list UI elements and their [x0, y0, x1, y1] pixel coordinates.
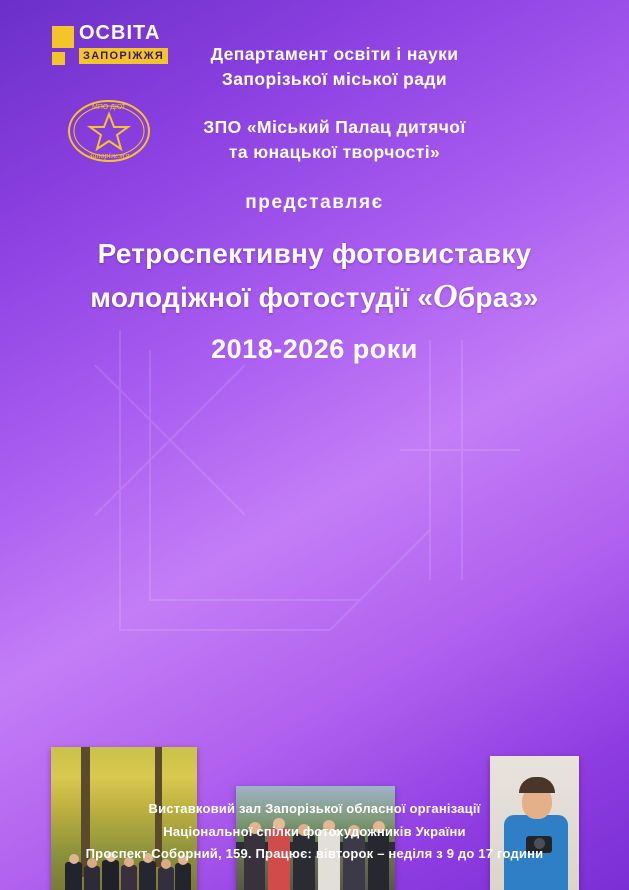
organization-line-1: ЗПО «Міський Палац дитячої	[203, 116, 466, 137]
photo1-person	[121, 865, 137, 890]
venue-line-2: Національної спілки фотохудожників України	[163, 823, 466, 839]
venue-line-1: Виставковий зал Запорізької обласної організації	[148, 800, 481, 816]
department-line-1: Департамент освіти і науки	[210, 44, 459, 64]
svg-text:МПО ДЮТ: МПО ДЮТ	[92, 104, 126, 111]
title-line-2-prefix: молодіжної фотостудії «	[90, 282, 434, 314]
photo1-person	[175, 863, 191, 890]
decorative-lines	[0, 330, 629, 750]
osvita-logo-square-small	[52, 52, 65, 65]
presents-label: представляє	[245, 191, 384, 213]
exhibition-years: 2018-2026 роки	[211, 333, 418, 364]
osvita-logo-city: ЗАПОРІЖЖЯ	[79, 48, 168, 64]
palace-logo	[66, 98, 152, 164]
exhibition-title	[0, 234, 629, 322]
venue-line-3: Проспект Соборний, 159. Працює: вівторок – неділя з 9 до 17 години	[85, 846, 544, 862]
poster-header	[0, 0, 629, 365]
title-line-2	[0, 273, 629, 321]
osvita-logo	[52, 22, 170, 78]
organization-line-2: та юнацької творчості»	[228, 142, 441, 163]
osvita-logo-square-large	[52, 26, 74, 48]
venue-info	[0, 798, 629, 866]
photo1-person	[158, 867, 174, 890]
svg-text:Запоріжжя: Запоріжжя	[88, 151, 130, 160]
title-line-1: Ретроспективну фотовиставку	[97, 237, 532, 269]
photo1-person	[84, 866, 100, 890]
title-ornate-o: О	[433, 278, 458, 316]
title-line-2-suffix: браз»	[457, 282, 539, 314]
osvita-logo-word: ОСВІТА	[79, 22, 161, 44]
department-line-2: Запорізької міської ради	[221, 69, 448, 90]
